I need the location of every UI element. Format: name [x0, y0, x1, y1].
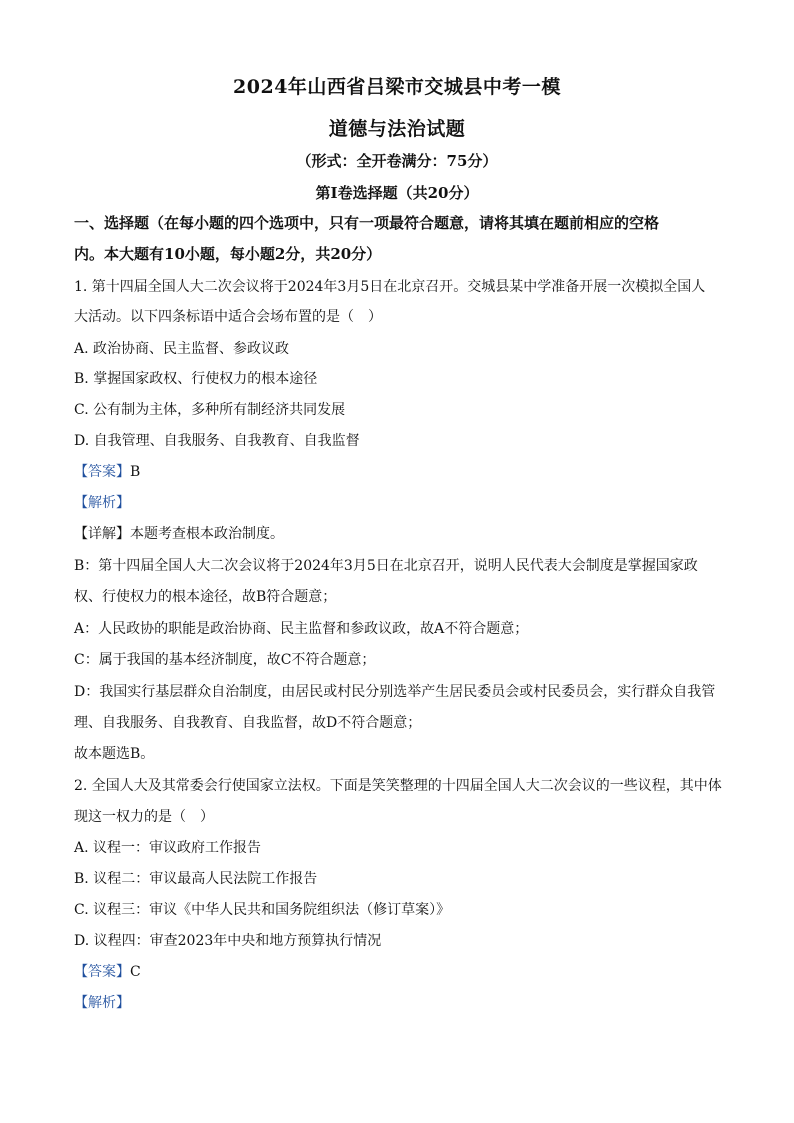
q1-explain-line-7: 故本题选B。 [74, 746, 155, 762]
answer-value: C [130, 964, 141, 980]
q2-option-c: C. 议程三：审议《中华人民共和国务院组织法（修订草案）》 [74, 902, 451, 918]
section-heading: 第Ⅰ卷选择题（共20分） [315, 184, 479, 202]
q1-option-b: B. 掌握国家政权、行使权力的根本途径 [74, 371, 318, 387]
q2-stem-line-2: 现这一权力的是（ ） [74, 809, 214, 825]
instructions-line-1: 一、选择题（在每小题的四个选项中，只有一项最符合题意，请将其填在题前相应的空格 [74, 214, 660, 232]
q1-explain-line-4: C：属于我国的基本经济制度，故C不符合题意； [74, 652, 376, 668]
q1-explain-line-2: 权、行使权力的根本途径，故B符合题意； [74, 589, 337, 605]
answer-value: B [130, 464, 141, 480]
q2-answer [74, 963, 724, 981]
q1-option-d: D. 自我管理、自我服务、自我教育、自我监督 [74, 433, 360, 449]
q1-detail [74, 525, 724, 543]
q2-stem-line-1: 2. 全国人大及其常委会行使国家立法权。下面是笑笑整理的十四届全国人大二次会议的一些议程，其中体 [74, 778, 722, 794]
q2-option-a: A. 议程一：审议政府工作报告 [74, 840, 262, 856]
q1-explain-line-6: 理、自我服务、自我教育、自我监督，故D不符合题意； [74, 715, 422, 731]
answer-tag: 【答案】 [74, 964, 130, 980]
instructions-line-2: 内。本大题有10小题，每小题2分，共20分） [74, 245, 382, 263]
q1-option-c: C. 公有制为主体，多种所有制经济共同发展 [74, 402, 346, 418]
q1-explain-line-3: A：人民政协的职能是政治协商、民主监督和参政议政，故A不符合题意； [74, 621, 529, 637]
detail-tag: 【详解】 [74, 526, 130, 542]
q1-analysis [74, 494, 724, 512]
q1-explain-line-5: D：我国实行基层群众自治制度，由居民或村民分别选举产生居民委员会或村民委员会，实行群众自我管 [74, 684, 716, 700]
q2-option-b: B. 议程二：审议最高人民法院工作报告 [74, 871, 318, 887]
q2-option-d: D. 议程四：审查2023年中央和地方预算执行情况 [74, 933, 382, 949]
analysis-tag: 【解析】 [74, 495, 130, 511]
detail-text: 本题考查根本政治制度。 [130, 526, 284, 542]
q1-stem-line-1: 1. 第十四届全国人大二次会议将于2024年3月5日在北京召开。交城县某中学准备开展一次模拟全国人 [74, 279, 706, 295]
exam-format: （形式：全开卷满分：75分） [296, 152, 498, 170]
exam-title: 2024年山西省吕梁市交城县中考一模 [233, 76, 561, 98]
q1-explain-line-1: B：第十四届全国人大二次会议将于2024年3月5日在北京召开，说明人民代表大会制度是掌握国家政 [74, 558, 698, 574]
exam-subject: 道德与法治试题 [328, 118, 466, 140]
answer-tag: 【答案】 [74, 464, 130, 480]
analysis-tag: 【解析】 [74, 995, 130, 1011]
q1-option-a: A. 政治协商、民主监督、参政议政 [74, 341, 290, 357]
q1-stem-line-2: 大活动。以下四条标语中适合会场布置的是（ ） [74, 309, 382, 325]
q2-analysis [74, 994, 724, 1012]
q1-answer [74, 463, 724, 481]
